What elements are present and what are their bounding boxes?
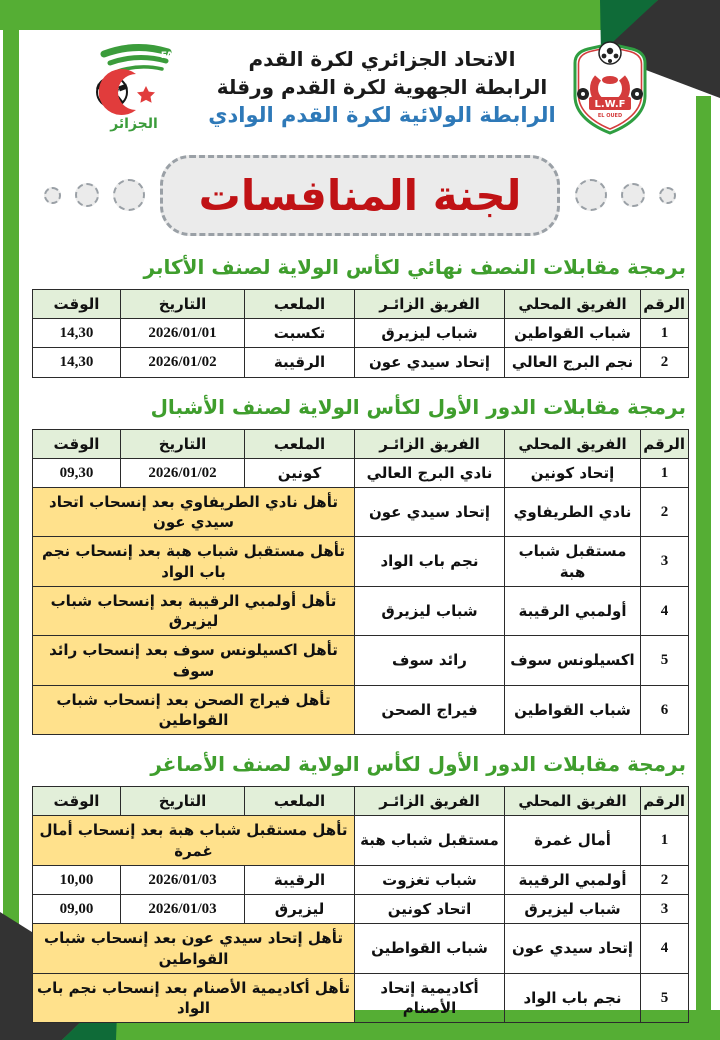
- column-header: الرقم: [641, 429, 689, 458]
- cell-home-team: نجم باب الواد: [505, 973, 641, 1023]
- cell-away-team: نادي البرج العالي: [355, 458, 505, 487]
- cell-match-number: 1: [641, 319, 689, 348]
- cell-away-team: إتحاد سيدي عون: [355, 487, 505, 537]
- column-header: الفريق الزائـر: [355, 429, 505, 458]
- cell-match-number: 1: [641, 458, 689, 487]
- faf-acronym-text: FAF: [161, 51, 180, 61]
- faf-country-text: الجزائر: [110, 116, 159, 132]
- cell-match-number: 3: [641, 537, 689, 587]
- cell-time: 09,00: [33, 895, 121, 924]
- cell-home-team: نجم البرج العالي: [505, 348, 641, 377]
- cell-match-number: 1: [641, 816, 689, 866]
- match-row: [33, 348, 689, 377]
- lwf-crest-logo: [570, 38, 650, 138]
- cell-date: 2026/01/02: [121, 458, 245, 487]
- column-header: الفريق المحلي: [505, 290, 641, 319]
- section-heading-youth: برمجة مقابلات الدور الأول لكأس الولاية لصنف الأشبال: [150, 394, 686, 419]
- match-row: [33, 924, 689, 974]
- cell-date: 2026/01/03: [121, 865, 245, 894]
- cell-time: 10,00: [33, 865, 121, 894]
- table-header-row: [33, 787, 689, 816]
- cell-qualification-note: تأهل نادي الطريفاوي بعد إنسحاب اتحاد سيدي عون: [33, 487, 355, 537]
- cell-home-team: نادي الطريفاوي: [505, 487, 641, 537]
- cell-qualification-note: تأهل إتحاد سيدي عون بعد إنسحاب شباب القواطين: [33, 924, 355, 974]
- cell-qualification-note: تأهل أكاديمية الأصنام بعد إنسحاب نجم باب الواد: [33, 973, 355, 1023]
- cell-match-number: 5: [641, 973, 689, 1023]
- federation-header: [32, 38, 688, 138]
- match-row: [33, 895, 689, 924]
- decorative-dot: [113, 179, 145, 211]
- match-row: [33, 636, 689, 686]
- decorative-dot: [621, 183, 645, 207]
- cell-time: 14,30: [33, 348, 121, 377]
- column-header: الوقت: [33, 290, 121, 319]
- cell-match-number: 6: [641, 685, 689, 735]
- match-row: [33, 816, 689, 866]
- column-header: التاريخ: [121, 429, 245, 458]
- cell-away-team: مستقبل شباب هبة: [355, 816, 505, 866]
- section-heading-seniors: برمجة مقابلات النصف نهائي لكأس الولاية لصنف الأكابر: [143, 255, 686, 279]
- decorative-dot: [75, 183, 99, 207]
- match-row: [33, 586, 689, 636]
- cell-home-team: شباب القواطين: [505, 319, 641, 348]
- page-title: لجنة المنافسات: [160, 155, 561, 236]
- title-banner: [32, 152, 688, 238]
- cell-match-number: 4: [641, 586, 689, 636]
- juniors-schedule-table: [32, 786, 689, 1023]
- faf-logo: [70, 40, 194, 136]
- cell-home-team: أولمبي الرقيبة: [505, 586, 641, 636]
- cell-away-team: شباب ليزيرق: [355, 586, 505, 636]
- match-row: [33, 537, 689, 587]
- cell-qualification-note: تأهل مستقبل شباب هبة بعد إنسحاب نجم باب الواد: [33, 537, 355, 587]
- decorative-dot: [659, 187, 676, 204]
- table-header-row: [33, 429, 689, 458]
- table-header-row: [33, 290, 689, 319]
- decorative-dot: [575, 179, 607, 211]
- cell-away-team: فيراج الصحن: [355, 685, 505, 735]
- match-row: [33, 319, 689, 348]
- cell-home-team: شباب ليزيرق: [505, 895, 641, 924]
- cell-stadium: تكسبت: [245, 319, 355, 348]
- table-header-row: [33, 290, 689, 319]
- cell-date: 2026/01/01: [121, 319, 245, 348]
- cell-away-team: إتحاد سيدي عون: [355, 348, 505, 377]
- cell-home-team: أمال غمرة: [505, 816, 641, 866]
- cell-qualification-note: تأهل فيراج الصحن بعد إنسحاب شباب القواطين: [33, 685, 355, 735]
- cell-qualification-note: تأهل أولمبي الرقيبة بعد إنسحاب شباب ليزيرق: [33, 586, 355, 636]
- cell-match-number: 2: [641, 487, 689, 537]
- cell-match-number: 3: [641, 895, 689, 924]
- lwf-city-text: EL OUED: [597, 113, 622, 119]
- cell-date: 2026/01/03: [121, 895, 245, 924]
- cell-home-team: اكسيلونس سوف: [505, 636, 641, 686]
- cell-home-team: إتحاد كونين: [505, 458, 641, 487]
- column-header: الفريق المحلي: [505, 787, 641, 816]
- cell-match-number: 5: [641, 636, 689, 686]
- column-header: الرقم: [641, 290, 689, 319]
- cell-away-team: نجم باب الواد: [355, 537, 505, 587]
- cell-match-number: 2: [641, 348, 689, 377]
- cell-home-team: إتحاد سيدي عون: [505, 924, 641, 974]
- column-header: التاريخ: [121, 787, 245, 816]
- cell-away-team: شباب تغزوت: [355, 865, 505, 894]
- organisation-names: [208, 45, 556, 130]
- federation-name: الاتحاد الجزائري لكرة القدم: [248, 47, 516, 72]
- cell-home-team: أولمبي الرقيبة: [505, 865, 641, 894]
- cell-time: 09,30: [33, 458, 121, 487]
- decorative-dot: [44, 187, 61, 204]
- cell-stadium: الرقيبة: [245, 348, 355, 377]
- column-header: الوقت: [33, 787, 121, 816]
- lwf-acronym-text: L.W.F: [594, 99, 626, 110]
- column-header: الملعب: [245, 290, 355, 319]
- cell-time: 14,30: [33, 319, 121, 348]
- cell-match-number: 4: [641, 924, 689, 974]
- cell-qualification-note: تأهل اكسيلونس سوف بعد إنسحاب رائد سوف: [33, 636, 355, 686]
- column-header: الملعب: [245, 429, 355, 458]
- table-header-row: [33, 787, 689, 816]
- wilaya-league-name: الرابطة الولائية لكرة القدم الوادي: [208, 103, 556, 128]
- match-row: [33, 865, 689, 894]
- column-header: الفريق الزائـر: [355, 787, 505, 816]
- match-row: [33, 973, 689, 1023]
- cell-away-team: اتحاد كونين: [355, 895, 505, 924]
- cell-home-team: شباب القواطين: [505, 685, 641, 735]
- cell-away-team: شباب القواطين: [355, 924, 505, 974]
- cell-away-team: رائد سوف: [355, 636, 505, 686]
- match-row: [33, 685, 689, 735]
- cell-stadium: ليزيرق: [245, 895, 355, 924]
- match-row: [33, 458, 689, 487]
- cell-stadium: الرقيبة: [245, 865, 355, 894]
- regional-league-name: الرابطة الجهوية لكرة القدم ورقلة: [216, 75, 548, 100]
- cell-match-number: 2: [641, 865, 689, 894]
- column-header: الفريق الزائـر: [355, 290, 505, 319]
- cell-away-team: أكاديمية إتحاد الأصنام: [355, 973, 505, 1023]
- table-header-row: [33, 429, 689, 458]
- section-heading-juniors: برمجة مقابلات الدور الأول لكأس الولاية لصنف الأصاغر: [150, 752, 686, 777]
- column-header: التاريخ: [121, 290, 245, 319]
- cell-date: 2026/01/02: [121, 348, 245, 377]
- cell-away-team: شباب ليزيرق: [355, 319, 505, 348]
- cell-home-team: مستقبل شباب هبة: [505, 537, 641, 587]
- seniors-schedule-table: [32, 289, 689, 378]
- column-header: الفريق المحلي: [505, 429, 641, 458]
- match-row: [33, 487, 689, 537]
- cell-qualification-note: تأهل مستقبل شباب هبة بعد إنسحاب أمال غمرة: [33, 816, 355, 866]
- youth-schedule-table: [32, 429, 689, 736]
- column-header: الوقت: [33, 429, 121, 458]
- column-header: الرقم: [641, 787, 689, 816]
- column-header: الملعب: [245, 787, 355, 816]
- cell-stadium: كونين: [245, 458, 355, 487]
